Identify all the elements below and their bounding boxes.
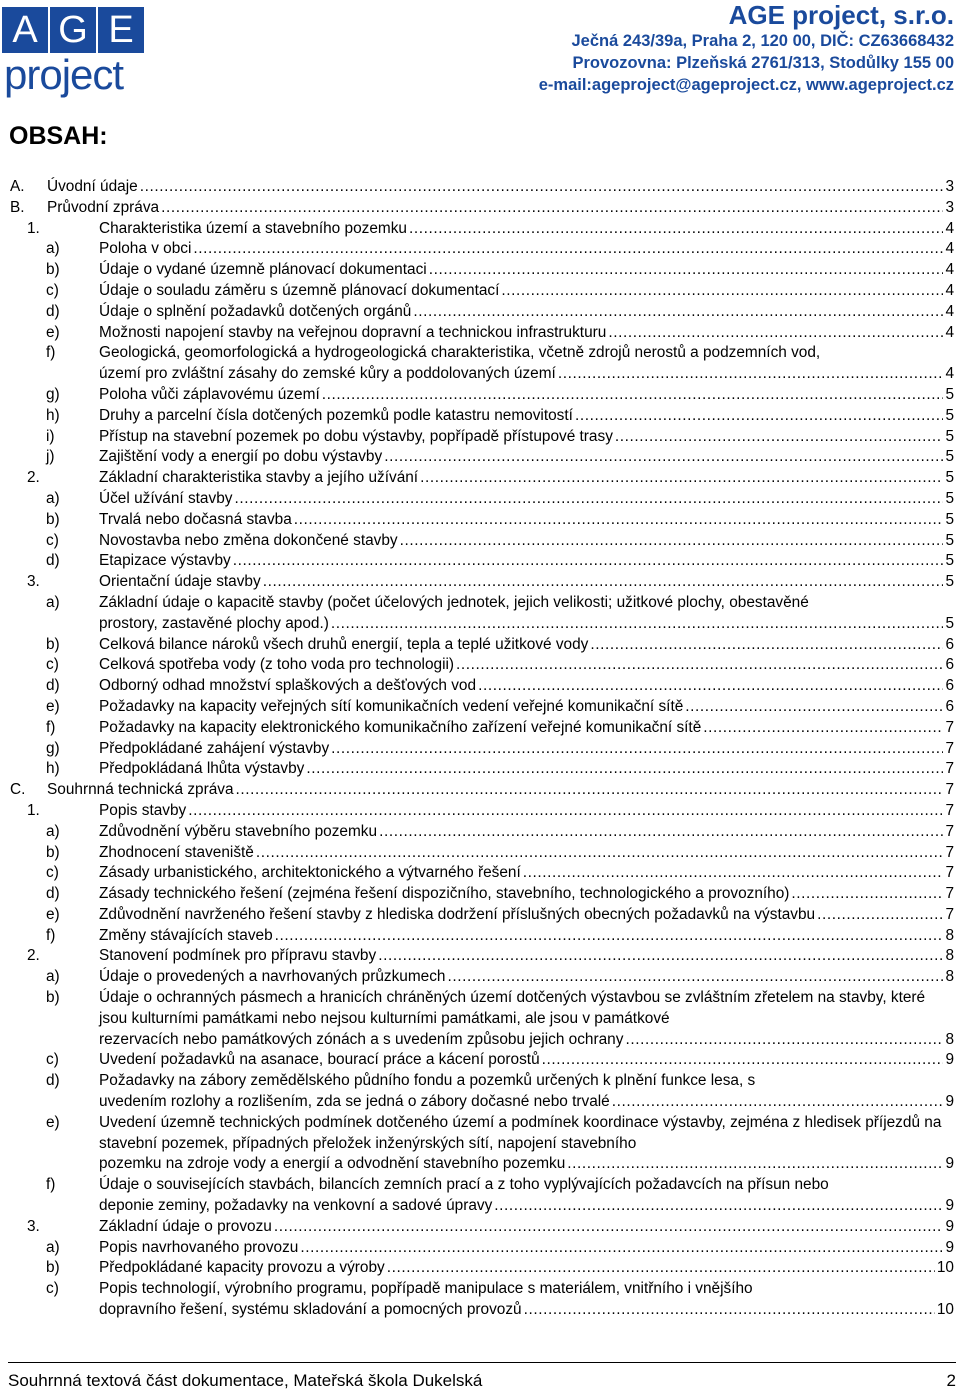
toc-entry[interactable] — [10, 946, 954, 967]
toc-page-number: 9 — [945, 1197, 954, 1215]
toc-entry-text-lead: Údaje o souvisejících stavbách, bilancích zemních prací a z toho vyplývajících požadavcích na přísun nebo — [99, 1176, 829, 1194]
toc-entry[interactable] — [10, 593, 954, 635]
toc-entry-label: e) — [46, 1113, 60, 1131]
toc-entry[interactable] — [10, 198, 954, 219]
toc-leader-dots — [478, 676, 943, 697]
toc-entry[interactable] — [10, 177, 954, 198]
toc-entry-text: Poloha v obci — [99, 240, 192, 258]
toc-leader-dots — [558, 364, 944, 385]
toc-entry-text: Souhrnná technická zpráva — [47, 781, 234, 799]
company-address: Ječná 243/39a, Praha 2, 120 00, DIČ: CZ63668432 — [571, 32, 954, 50]
toc-entry-text: Celková bilance nároků všech druhů energií, tepla a teplé užitkové vody — [99, 635, 589, 653]
toc-leader-dots — [703, 718, 943, 739]
toc-entry[interactable] — [10, 863, 954, 884]
toc-entry-text: Předpokládaná lhůta výstavby — [99, 760, 305, 778]
toc-page-number: 6 — [945, 677, 954, 695]
toc-leader-dots — [420, 468, 943, 489]
toc-entry[interactable] — [10, 1238, 954, 1259]
toc-leader-dots — [300, 1238, 943, 1259]
toc-entry-text: Úvodní údaje — [47, 178, 138, 195]
toc-entry-text: Změny stávajících staveb — [99, 926, 273, 944]
toc-entry[interactable] — [10, 572, 954, 593]
toc-entry-label: b) — [46, 510, 60, 528]
toc-leader-dots — [233, 551, 944, 572]
toc-entry-label: a) — [46, 822, 60, 840]
toc-entry-text: Trvalá nebo dočasná stavba — [99, 510, 292, 528]
toc-page-number: 5 — [945, 469, 954, 487]
toc-entry[interactable] — [10, 1113, 954, 1175]
toc-page-number: 7 — [945, 760, 954, 778]
toc-entry[interactable] — [10, 302, 954, 323]
toc-leader-dots — [378, 946, 943, 967]
footer-page-number: 2 — [946, 1371, 956, 1390]
toc-leader-dots — [188, 801, 943, 822]
toc-leader-dots — [256, 843, 944, 864]
toc-page-number: 5 — [945, 406, 954, 424]
toc-page-number: 8 — [945, 1030, 954, 1048]
toc-leader-dots — [322, 385, 944, 406]
toc-leader-dots — [413, 302, 943, 323]
toc-entry-text-lead: Údaje o ochranných pásmech a hranicích chráněných území dotčených výstavbou se zvláštním zřetelem na stavby, které jsou kulturními památkami nebo nejsou kulturními památkami, ale jsou v památkové — [99, 989, 926, 1027]
company-branch: Provozovna: Plzeňská 2761/313, Stodůlky 155 00 — [572, 54, 954, 72]
toc-page-number: 6 — [945, 635, 954, 653]
toc-page-number: 5 — [945, 614, 954, 632]
toc-entry[interactable] — [10, 406, 954, 427]
toc-page-number: 10 — [936, 1259, 954, 1277]
toc-entry-label: h) — [46, 406, 60, 424]
footer-divider — [8, 1362, 956, 1363]
toc-entry-label: 1. — [27, 219, 40, 237]
toc-page-number: 7 — [945, 822, 954, 840]
toc-entry[interactable] — [10, 822, 954, 843]
toc-entry-label: d) — [46, 677, 60, 695]
toc-entry-label: c) — [46, 864, 59, 882]
toc-leader-dots — [294, 510, 944, 531]
toc-page-number: 5 — [945, 510, 954, 528]
toc-entry-label: c) — [46, 1051, 59, 1069]
toc-leader-dots — [236, 780, 944, 801]
toc-leader-dots — [524, 1300, 935, 1321]
toc-page-number: 10 — [936, 1301, 954, 1319]
toc-leader-dots — [234, 489, 943, 510]
toc-entry[interactable] — [10, 718, 954, 739]
toc-entry-label: d) — [46, 302, 60, 320]
toc-entry[interactable] — [10, 1050, 954, 1071]
toc-entry-label: A. — [10, 178, 25, 195]
toc-entry-text: Zhodnocení staveniště — [99, 843, 254, 861]
toc-entry-text: území pro zvláštní zásahy do zemské kůry a poddolovaných území — [99, 365, 556, 383]
toc-entry-label: e) — [46, 905, 60, 923]
toc-entry-text: Druhy a parcelní čísla dotčených pozemků podle katastru nemovitostí — [99, 406, 573, 424]
toc-leader-dots — [817, 905, 943, 926]
toc-page-number: 5 — [945, 427, 954, 445]
toc-leader-dots — [625, 1030, 943, 1051]
toc-entry-label: g) — [46, 385, 60, 403]
toc-leader-dots — [400, 531, 944, 552]
toc-entry[interactable] — [10, 323, 954, 344]
toc-entry-label: d) — [46, 552, 60, 570]
toc-leader-dots — [331, 739, 943, 760]
toc-entry[interactable] — [10, 905, 954, 926]
toc-entry-text: Základní údaje o provozu — [99, 1217, 272, 1235]
toc-page-number: 7 — [945, 739, 954, 757]
toc-entry-text: Novostavba nebo změna dokončené stavby — [99, 531, 398, 549]
toc-page-number: 4 — [945, 281, 954, 299]
toc-entry-text-lead: Geologická, geomorfologická a hydrogeologická charakteristika, včetně zdrojů nerostů a podzemních vod, — [99, 344, 821, 362]
toc-entry-label: b) — [46, 989, 60, 1007]
toc-page-number: 4 — [945, 240, 954, 258]
toc-leader-dots — [456, 655, 943, 676]
toc-leader-dots — [567, 1154, 943, 1175]
toc-entry-label: b) — [46, 635, 60, 653]
toc-entry-label: 1. — [27, 801, 40, 819]
company-info — [539, 0, 954, 96]
toc-entry[interactable] — [10, 697, 954, 718]
toc-entry-text: Popis navrhovaného provozu — [99, 1238, 299, 1256]
toc-entry[interactable] — [10, 385, 954, 406]
footer-text: Souhrnná textová část dokumentace, Mateřská škola Dukelská — [8, 1371, 483, 1390]
toc-entry-label: c) — [46, 1280, 59, 1298]
toc-entry-text: Předpokládané kapacity provozu a výroby — [99, 1259, 385, 1277]
toc-page-number: 4 — [945, 302, 954, 320]
toc-entry[interactable] — [10, 988, 954, 1050]
toc-entry-text: dopravního řešení, systému skladování a pomocných provozů — [99, 1301, 522, 1319]
toc-entry-label: 3. — [27, 573, 40, 591]
toc-entry-label: c) — [46, 531, 59, 549]
toc-entry-text: Přístup na stavební pozemek po dobu výstavby, popřípadě přístupové trasy — [99, 427, 613, 445]
toc-page-number: 8 — [945, 947, 954, 965]
table-of-contents — [10, 177, 954, 1321]
toc-entry-text: Požadavky na kapacity veřejných sítí komunikačních vedení veřejné komunikační sítě — [99, 697, 684, 715]
toc-entry-text: Zásady technického řešení (zejména řešení dispozičního, stavebního, technologického a provozního) — [99, 885, 790, 903]
toc-entry-label: a) — [46, 489, 60, 507]
toc-entry[interactable] — [10, 219, 954, 240]
toc-entry-text: Popis stavby — [99, 801, 187, 819]
toc-page-number: 7 — [945, 905, 954, 923]
logo-letter-g: G — [50, 7, 96, 53]
toc-entry-text: Údaje o provedených a navrhovaných průzkumech — [99, 968, 446, 986]
toc-page-number: 7 — [945, 885, 954, 903]
toc-entry[interactable] — [10, 967, 954, 988]
toc-page-number: 3 — [945, 198, 954, 216]
toc-entry-text: rezervacích nebo památkových zónách a s uvedením způsobu jejich ochrany — [99, 1030, 624, 1048]
toc-entry-label: f) — [46, 926, 56, 944]
toc-entry-text: Zásady urbanistického, architektonického a výtvarného řešení — [99, 864, 521, 882]
toc-entry[interactable] — [10, 676, 954, 697]
toc-entry[interactable] — [10, 447, 954, 468]
toc-entry[interactable] — [10, 801, 954, 822]
toc-entry[interactable] — [10, 780, 954, 801]
toc-entry-text: deponie zeminy, požadavky na venkovní a sadové úpravy — [99, 1197, 493, 1215]
toc-entry[interactable] — [10, 260, 954, 281]
toc-leader-dots — [384, 447, 943, 468]
toc-entry-label: f) — [46, 718, 56, 736]
toc-leader-dots — [590, 635, 943, 656]
toc-entry-label: b) — [46, 843, 60, 861]
toc-page-number: 5 — [945, 385, 954, 403]
toc-entry-text: Požadavky na kapacity elektronického komunikačního zařízení veřejné komunikační sítě — [99, 718, 702, 736]
toc-entry[interactable] — [10, 1217, 954, 1238]
logo-letter-a: A — [2, 7, 48, 53]
toc-entry-text: Etapizace výstavby — [99, 552, 231, 570]
toc-page-number: 6 — [945, 697, 954, 715]
toc-entry-label: 2. — [27, 469, 40, 487]
toc-leader-dots — [612, 1092, 944, 1113]
toc-entry[interactable] — [10, 1279, 954, 1321]
toc-page-number: 5 — [945, 531, 954, 549]
toc-entry-text: Charakteristika území a stavebního pozemku — [99, 219, 407, 237]
company-logo — [0, 3, 148, 99]
logo-letter-e: E — [98, 7, 144, 53]
toc-entry-label: b) — [46, 1259, 60, 1277]
toc-entry-text-lead: Základní údaje o kapacitě stavby (počet účelových jednotek, jejich velikosti; užitkové plochy, obestavěné — [99, 593, 809, 611]
toc-entry-text: prostory, zastavěné plochy apod.) — [99, 614, 329, 632]
toc-page-number: 7 — [945, 843, 954, 861]
toc-entry-label: 2. — [27, 947, 40, 965]
toc-entry-text: Odborný odhad množství splaškových a dešťových vod — [99, 677, 477, 695]
toc-entry[interactable] — [10, 489, 954, 510]
toc-entry-label: f) — [46, 1176, 56, 1194]
toc-page-number: 3 — [945, 178, 954, 195]
toc-entry-text: Průvodní zpráva — [47, 198, 160, 216]
toc-leader-dots — [193, 239, 943, 260]
toc-page-number: 9 — [945, 1238, 954, 1256]
toc-page-number: 8 — [945, 926, 954, 944]
toc-entry[interactable] — [10, 739, 954, 760]
toc-page-number: 8 — [945, 968, 954, 986]
toc-entry-text: pozemku na zdroje vody a energií a odvodnění stavebního pozemku — [99, 1155, 566, 1173]
toc-entry-label: g) — [46, 739, 60, 757]
logo-word: project — [4, 51, 124, 98]
toc-entry-label: a) — [46, 240, 60, 258]
toc-entry-label: e) — [46, 323, 60, 341]
toc-page-number: 7 — [945, 781, 954, 799]
toc-entry-label: i) — [46, 427, 55, 445]
toc-entry-label: d) — [46, 1072, 60, 1090]
toc-page-number: 7 — [945, 718, 954, 736]
toc-entry-label: b) — [46, 261, 60, 279]
toc-entry[interactable] — [10, 759, 954, 780]
toc-entry[interactable] — [10, 635, 954, 656]
toc-leader-dots — [608, 323, 943, 344]
toc-leader-dots — [685, 697, 943, 718]
toc-entry-text: Předpokládané zahájení výstavby — [99, 739, 330, 757]
toc-entry-text: Údaje o splnění požadavků dotčených orgánů — [99, 302, 412, 320]
toc-entry-text: Orientační údaje stavby — [99, 573, 261, 591]
toc-entry-label: f) — [46, 344, 56, 362]
toc-entry[interactable] — [10, 926, 954, 947]
toc-entry-text: Zdůvodnění navrženého řešení stavby z hlediska dodržení příslušných obecných požadavků na výstavbu — [99, 905, 816, 923]
toc-entry[interactable] — [10, 343, 954, 385]
toc-entry[interactable] — [10, 281, 954, 302]
toc-entry-text: Údaje o souladu záměru s územně plánovací dokumentací — [99, 281, 500, 299]
company-contact: e-mail:ageproject@ageproject.cz, www.ageproject.cz — [538, 76, 954, 94]
toc-entry-label: h) — [46, 760, 60, 778]
toc-entry-label: d) — [46, 885, 60, 903]
toc-entry-text-lead: Popis technologií, výrobního programu, popřípadě manipulace s materiálem, vnitřního i vnějšího — [99, 1280, 753, 1298]
toc-leader-dots — [448, 967, 944, 988]
toc-entry-text: Stanovení podmínek pro přípravu stavby — [99, 947, 377, 965]
toc-page-number: 4 — [945, 261, 954, 279]
toc-entry-label: a) — [46, 1238, 60, 1256]
toc-entry-text: Zajištění vody a energií po dobu výstavby — [99, 448, 383, 466]
toc-entry-text: Uvedení požadavků na asanace, bourací práce a kácení porostů — [99, 1051, 540, 1069]
toc-entry-label: B. — [10, 198, 25, 216]
toc-entry-label: a) — [46, 593, 60, 611]
toc-entry[interactable] — [10, 468, 954, 489]
page-title: OBSAH: — [9, 122, 108, 150]
toc-entry[interactable] — [10, 239, 954, 260]
toc-entry[interactable] — [10, 551, 954, 572]
toc-leader-dots — [429, 260, 944, 281]
toc-entry[interactable] — [10, 510, 954, 531]
toc-leader-dots — [379, 822, 943, 843]
toc-page-number: 7 — [945, 864, 954, 882]
toc-leader-dots — [542, 1050, 944, 1071]
company-name: AGE project, s.r.o. — [728, 0, 954, 30]
toc-page-number: 5 — [945, 489, 954, 507]
toc-page-number: 5 — [945, 552, 954, 570]
toc-leader-dots — [275, 926, 944, 947]
toc-leader-dots — [263, 572, 944, 593]
toc-entry[interactable] — [10, 884, 954, 905]
toc-page-number: 9 — [945, 1155, 954, 1173]
toc-entry[interactable] — [10, 531, 954, 552]
toc-leader-dots — [274, 1217, 944, 1238]
toc-leader-dots — [615, 427, 944, 448]
toc-entry-label: j) — [46, 448, 55, 466]
toc-page-number: 4 — [945, 323, 954, 341]
toc-page-number: 9 — [945, 1051, 954, 1069]
toc-entry[interactable] — [10, 427, 954, 448]
toc-entry-text: Účel užívání stavby — [99, 489, 233, 507]
toc-entry-text: Celková spotřeba vody (z toho voda pro technologii) — [99, 656, 455, 674]
toc-entry[interactable] — [10, 655, 954, 676]
toc-page-number: 9 — [945, 1093, 954, 1111]
toc-page-number: 7 — [945, 801, 954, 819]
toc-leader-dots — [140, 177, 944, 198]
toc-leader-dots — [409, 219, 943, 240]
toc-entry-text: Poloha vůči záplavovému území — [99, 385, 320, 403]
toc-page-number: 4 — [945, 219, 954, 237]
toc-page-number: 9 — [945, 1217, 954, 1235]
toc-leader-dots — [306, 759, 943, 780]
toc-leader-dots — [494, 1196, 943, 1217]
toc-entry-label: 3. — [27, 1217, 40, 1235]
toc-entry-label: c) — [46, 656, 59, 674]
toc-entry[interactable] — [10, 1071, 954, 1113]
toc-leader-dots — [387, 1258, 935, 1279]
toc-leader-dots — [791, 884, 943, 905]
toc-entry-label: a) — [46, 968, 60, 986]
toc-entry-text: Zdůvodnění výběru stavebního pozemku — [99, 822, 378, 840]
toc-entry[interactable] — [10, 843, 954, 864]
toc-leader-dots — [575, 406, 944, 427]
toc-entry-label: c) — [46, 281, 59, 299]
toc-entry-label: e) — [46, 697, 60, 715]
toc-page-number: 5 — [945, 448, 954, 466]
toc-entry-text: Údaje o vydané územně plánovací dokumentaci — [99, 261, 427, 279]
toc-entry-text: uvedením rozlohy a rozlišením, zda se jedná o zábory dočasné nebo trvalé — [99, 1093, 610, 1111]
toc-entry-text-lead: Požadavky na zábory zemědělského půdního fondu a pozemků určených k plnění funkce lesa, s — [99, 1072, 756, 1090]
toc-page-number: 4 — [945, 365, 954, 383]
toc-leader-dots — [161, 198, 943, 219]
toc-entry-text-lead: Uvedení územně technických podmínek dotčeného území a podmínek koordinace výstavby, zejména z hledisek příjezdů na stavební pozemek, případných přeložek inženýrských sítí, napojení stavebního — [99, 1113, 942, 1152]
toc-entry-label: C. — [10, 781, 26, 799]
toc-leader-dots — [523, 863, 944, 884]
toc-leader-dots — [331, 614, 944, 635]
toc-page-number: 6 — [945, 656, 954, 674]
toc-entry[interactable] — [10, 1258, 954, 1279]
toc-entry-text: Možnosti napojení stavby na veřejnou dopravní a technickou infrastrukturu — [99, 323, 607, 341]
toc-entry[interactable] — [10, 1175, 954, 1217]
toc-leader-dots — [501, 281, 943, 302]
toc-page-number: 5 — [945, 573, 954, 591]
toc-entry-text: Základní charakteristika stavby a jejího užívání — [99, 469, 419, 487]
